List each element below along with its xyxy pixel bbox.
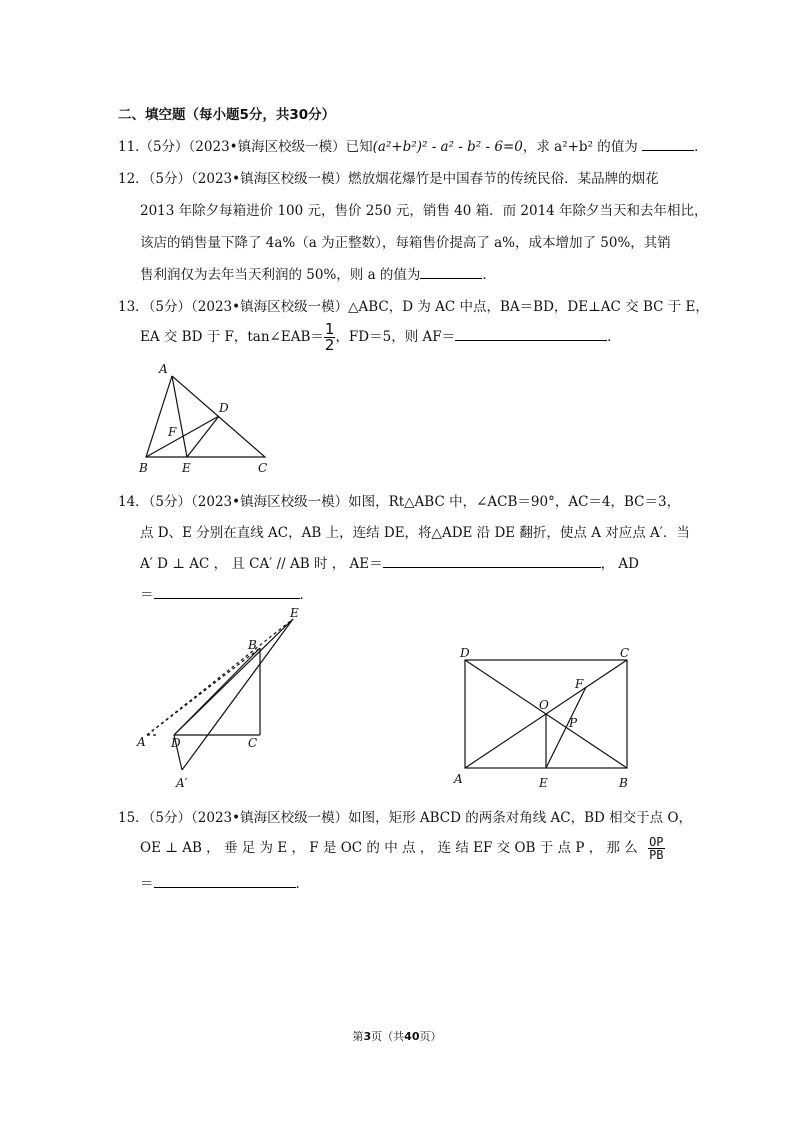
q13-label-c: C: [258, 461, 268, 475]
rect-label-b: B: [619, 776, 628, 790]
q14-label-c: C: [248, 736, 258, 750]
section-heading: 二、填空题（每小题5分，共30分）: [118, 107, 336, 123]
q13-label-b: B: [139, 461, 148, 475]
q14-label-a: A: [137, 735, 146, 749]
q12-line-3: 该店的销售量下降了 4a%（a 为正整数），每箱售价提高了 a%，成本增加了 50%，其销: [140, 235, 671, 251]
q13-label-a: A: [159, 362, 168, 376]
q15-line-2-text: OE ⊥ AB ， 垂 足 为 E ， F 是 OC 的 中 点 ， 连 结 EF 交 OB 于 点 P ， 那 么: [140, 840, 638, 856]
q15-frac-den: PB: [649, 848, 664, 862]
q13-tan-fraction: [324, 322, 336, 353]
q13-label-f: F: [168, 425, 177, 439]
q11-prefix: 11.（5分）（2023•镇海区校级一模）已知: [118, 139, 373, 155]
q15-line-2: [140, 836, 665, 861]
q13-label-e: E: [182, 461, 191, 475]
rect-label-d: D: [460, 646, 470, 660]
q14-line-3: [140, 552, 639, 572]
q14-line-1: 14．（5分）（2023•镇海区校级一模）如图，Rt△ABC 中，∠ACB＝90°，AC＝4，BC＝3，: [118, 494, 681, 510]
q14-line-4-text: ＝: [140, 587, 154, 603]
rect-label-c: C: [620, 646, 630, 660]
q14-line-4: ＝ ．: [140, 587, 313, 603]
q13-label-d: D: [219, 401, 229, 415]
q13-line-2: EA 交 BD 于 F，tan∠EAB＝ $\frac{1}{2}$ ，FD＝5，则 AF＝ ．: [140, 320, 621, 354]
q12-line-1: 12．（5分）（2023•镇海区校级一模）燃放烟花爆竹是中国春节的传统民俗．某品牌的烟花: [118, 171, 659, 187]
q14-ad-answer-blank[interactable]: [154, 586, 300, 599]
rect-label-p: P: [569, 716, 578, 730]
q12-line-4-text: 售利润仅为去年当天利润的 50%，则 a 的值为: [140, 267, 421, 283]
question-11: 11.（5分）（2023•镇海区校级一模）已知(a²+b²)² - a² - b² - 6=0，求 a²+b² 的值为 ．: [118, 139, 708, 155]
q15-line-3: ＝ ．: [140, 876, 309, 892]
footer-total-pages: 40: [404, 1030, 420, 1043]
q14-line-3b: ， AD: [600, 556, 640, 572]
q14-triangle-figure: [130, 605, 320, 795]
q15-rectangle-figure: [448, 640, 648, 795]
footer-page-number: 3: [363, 1030, 372, 1043]
rect-label-a: A: [454, 772, 463, 786]
q13-frac-num: 1: [324, 320, 335, 338]
q14-line-2: 点 D、E 分别在直线 AC，AB 上，连结 DE，将△ADE 沿 DE 翻折，使点 A 对应点 A′．当: [140, 525, 690, 541]
q11-ask: ，求 a²+b² 的值为: [522, 139, 638, 155]
footer-pre: 第: [352, 1030, 364, 1043]
q11-equation: (a²+b²)² - a² - b² - 6=0: [372, 139, 523, 155]
q15-line-1: 15．（5分）（2023•镇海区校级一模）如图，矩形 ABCD 的两条对角线 AC，BD 相交于点 O，: [118, 810, 693, 826]
q14-label-a-prime: A′: [176, 776, 188, 790]
q13-line-2a: EA 交 BD 于 F，tan∠EAB＝: [140, 329, 324, 345]
q13-line-2b: ，FD＝5，则 AF＝: [335, 329, 456, 345]
q14-label-d: D: [171, 736, 181, 750]
q15-frac-num: OP: [649, 835, 664, 849]
q13-answer-blank[interactable]: [455, 328, 607, 341]
q13-line-1: 13．（5分）（2023•镇海区校级一模）△ABC，D 为 AC 中点，BA＝BD，DE⊥AC 交 BC 于 E，: [118, 299, 709, 315]
q15-answer-blank[interactable]: [154, 875, 296, 888]
q15-line-3-text: ＝: [140, 876, 154, 892]
q11-answer-blank[interactable]: [642, 138, 694, 151]
q14-ae-answer-blank[interactable]: [383, 555, 601, 568]
footer-post: 页）: [419, 1030, 442, 1043]
q12-line-2: 2013 年除夕每箱进价 100 元，售价 250 元，销售 40 箱．而 2014 年除夕当天和去年相比，: [140, 203, 708, 219]
page-footer: [0, 1028, 794, 1044]
q15-ratio-fraction: [648, 836, 664, 861]
q14-line-3a: A′ D ⊥ AC ， 且 CA′ // AB 时 ， AE＝: [140, 556, 383, 572]
q13-triangle-figure: [130, 360, 280, 475]
rect-label-e: E: [539, 776, 548, 790]
footer-mid: 页（共: [371, 1030, 405, 1043]
q14-label-e: E: [290, 606, 299, 620]
q12-answer-blank[interactable]: [420, 266, 482, 279]
rect-label-f: F: [575, 677, 584, 691]
q13-frac-den: 2: [324, 336, 335, 354]
q14-label-b: B: [248, 638, 257, 652]
q12-line-4: 售利润仅为去年当天利润的 50%，则 a 的值为 ．: [140, 267, 496, 283]
rect-label-o: O: [539, 698, 549, 712]
